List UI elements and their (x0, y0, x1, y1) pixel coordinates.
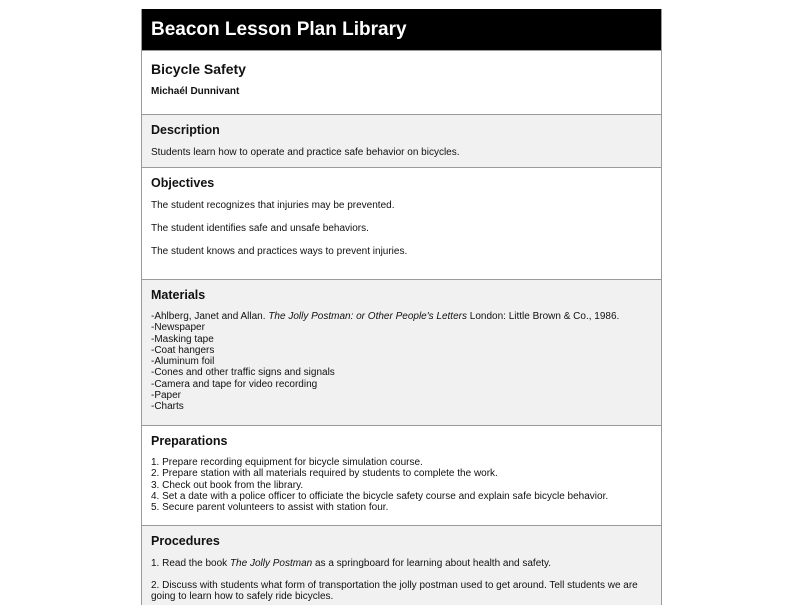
description-heading: Description (151, 123, 220, 137)
material-item: -Cones and other traffic signs and signals (151, 367, 335, 379)
material-item: -Newspaper (151, 322, 205, 334)
material-item: -Aluminum foil (151, 356, 215, 368)
objectives-heading: Objectives (151, 176, 215, 190)
preparation-item: 2. Prepare station with all materials required by students to complete the work. (151, 468, 498, 480)
procedure-step (151, 580, 652, 603)
site-banner (142, 9, 661, 50)
material-item: -Paper (151, 390, 182, 402)
book-prefix: -Ahlberg, Janet and Allan. (151, 311, 269, 322)
procedure-step (151, 557, 652, 570)
lesson-title: Bicycle Safety (151, 61, 246, 77)
step-line: 2. Discuss with students what form of transportation the jolly postman used to get around. Tell students we are (151, 580, 638, 591)
preparation-item: 3. Check out book from the library. (151, 479, 304, 491)
procedures-heading: Procedures (151, 534, 220, 548)
objective-item: The student knows and practices ways to prevent injuries. (151, 246, 408, 257)
preparations-section (142, 425, 661, 525)
preparation-item: 5. Secure parent volunteers to assist with station four. (151, 502, 389, 514)
lesson-author: Michaél Dunnivant (151, 86, 240, 97)
lesson-header (142, 50, 661, 114)
preparations-list (151, 457, 652, 513)
description-text: Students learn how to operate and practice safe behavior on bicycles. (151, 147, 460, 158)
description-section (142, 114, 661, 167)
step-suffix: as a springboard for learning about health and safety. (312, 558, 552, 569)
site-title: Beacon Lesson Plan Library (151, 19, 407, 40)
material-item: -Camera and tape for video recording (151, 378, 318, 390)
book-title: The Jolly Postman: or Other People's Letters (268, 311, 467, 322)
procedures-section (142, 525, 661, 605)
step-line: going to learn how to safely ride bicycles. (151, 591, 334, 603)
preparation-item: 1. Prepare recording equipment for bicycle simulation course. (151, 457, 423, 468)
material-item: -Masking tape (151, 333, 214, 345)
materials-heading: Materials (151, 288, 206, 302)
step-book-title: The Jolly Postman (229, 558, 313, 569)
objective-item: The student recognizes that injuries may be prevented. (151, 200, 395, 211)
step-prefix: 1. Read the book (151, 558, 230, 569)
book-suffix: London: Little Brown & Co., 1986. (466, 311, 620, 322)
preparations-heading: Preparations (151, 434, 228, 448)
material-book (151, 311, 652, 322)
material-item: -Charts (151, 401, 184, 413)
material-item: -Coat hangers (151, 344, 215, 356)
preparation-item: 4. Set a date with a police officer to officiate the bicycle safety course and explain safe bicycle behavior. (151, 490, 609, 502)
materials-section (142, 279, 661, 425)
objectives-section (142, 167, 661, 279)
lesson-page (141, 9, 662, 605)
objective-item: The student identifies safe and unsafe behaviors. (151, 223, 369, 234)
materials-list (151, 311, 652, 413)
